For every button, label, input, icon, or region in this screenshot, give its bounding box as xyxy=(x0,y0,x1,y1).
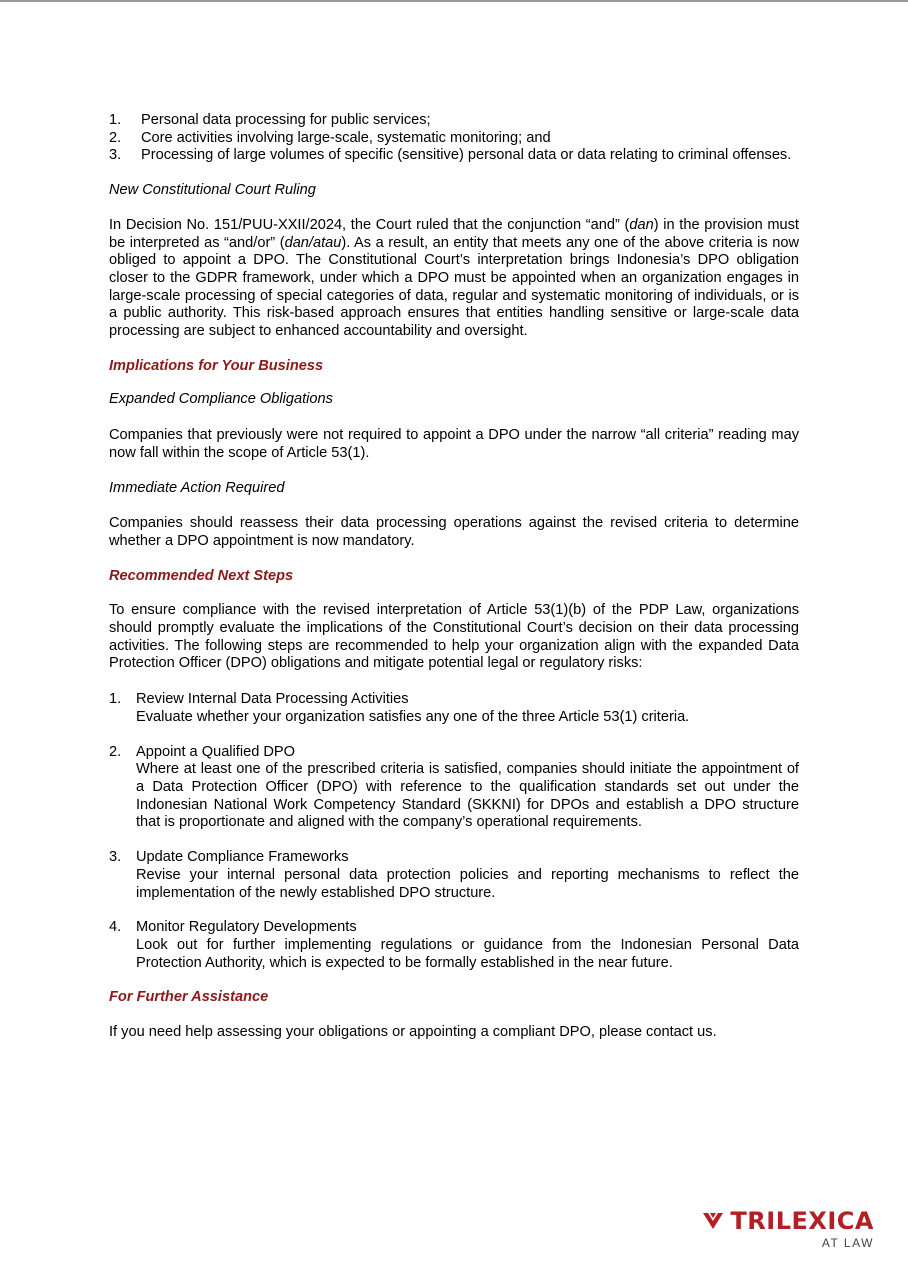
step-item xyxy=(109,691,799,726)
step-title: Update Compliance Frameworks xyxy=(136,849,349,866)
criteria-list xyxy=(109,112,799,165)
expanded-obligations-subheading: Expanded Compliance Obligations xyxy=(109,391,333,408)
step-title: Appoint a Qualified DPO xyxy=(136,743,295,760)
step-number: 4. xyxy=(109,919,122,936)
step-title: Monitor Regulatory Developments xyxy=(136,919,357,936)
expanded-obligations-paragraph: Companies that previously were not required to appoint a DPO under the narrow “all criteria” reading may now fall within the scope of Article 53(1). xyxy=(109,427,799,461)
list-text: Personal data processing for public services; xyxy=(141,112,431,128)
text-run: ). As a result, an entity that meets any one of the above criteria is now obliged to appoint a DPO. The Constitutional Court’s interpretation brings Indonesia’s DPO obligation closer to the GDPR framework, under which a DPO must be appointed when an organization engages in large-scale processing of special categories of data, regular and systematic monitoring of individuals, or is a public authority. This risk-based approach ensures that entities handling sensitive or large-scale data processing are subject to enhanced accountability and oversight. xyxy=(109,234,800,340)
assistance-paragraph: If you need help assessing your obligations or appointing a compliant DPO, please contact us. xyxy=(109,1024,717,1041)
list-number: 1. xyxy=(109,112,122,128)
logo-subtitle: AT LAW xyxy=(821,1236,874,1250)
trilexica-logo xyxy=(702,1208,874,1250)
next-steps-intro: To ensure compliance with the revised interpretation of Article 53(1)(b) of the PDP Law, organizations should promptly evaluate the implications of the Constitutional Court’s decision on their data processing activities. The following steps are recommended to help your organization align with the expanded Data Protection Officer (DPO) obligations and mitigate potential legal or regulatory risks: xyxy=(109,602,799,672)
step-number: 3. xyxy=(109,849,122,866)
italic-term: dan/atau xyxy=(284,234,342,251)
step-description: Evaluate whether your organization satisfies any one of the three Article 53(1) criteria. xyxy=(136,708,690,725)
step-item xyxy=(109,919,799,972)
list-item xyxy=(109,147,799,165)
immediate-action-paragraph: Companies should reassess their data processing operations against the revised criteria to determine whether a DPO appointment is now mandatory. xyxy=(109,515,799,549)
step-title: Review Internal Data Processing Activities xyxy=(136,691,409,708)
assistance-heading: For Further Assistance xyxy=(109,989,269,1006)
step-description: Look out for further implementing regulations or guidance from the Indonesian Personal Data Protection Authority, which is expected to be formally established in the near future. xyxy=(136,936,799,971)
top-rule xyxy=(0,0,908,2)
logo-wordmark: TRILEXICA xyxy=(730,1207,874,1235)
immediate-action-subheading: Immediate Action Required xyxy=(109,479,285,496)
step-description: Revise your internal personal data protection policies and reporting mechanisms to reflect the implementation of the newly established DPO structure. xyxy=(136,866,799,901)
step-item xyxy=(109,849,799,902)
list-number: 2. xyxy=(109,129,122,146)
step-number: 2. xyxy=(109,743,122,760)
list-text: Core activities involving large-scale, systematic monitoring; and xyxy=(141,129,551,146)
text-run: ) in the provision must be interpreted as “and/or” ( xyxy=(109,216,799,251)
implications-heading: Implications for Your Business xyxy=(109,357,324,374)
list-item xyxy=(109,112,799,130)
ruling-subheading: New Constitutional Court Ruling xyxy=(109,182,316,199)
italic-term: dan xyxy=(629,216,654,233)
text-run: In Decision No. 151/PUU-XXII/2024, the Court ruled that the conjunction “and” ( xyxy=(109,216,630,233)
step-item xyxy=(109,744,799,833)
list-item xyxy=(109,130,799,148)
step-number: 1. xyxy=(109,691,122,708)
document-body xyxy=(109,112,799,1042)
chevron-v-icon xyxy=(702,1210,724,1232)
step-description: Where at least one of the prescribed criteria is satisfied, companies should initiate the appointment of a Data Protection Officer (DPO) with reference to the qualification standards set out under the Indonesian National Work Competency Standard (SKKNI) for DPOs and establish a DPO structure that is proportionate and aligned with the company’s operational requirements. xyxy=(136,761,799,831)
ruling-paragraph xyxy=(109,217,799,341)
logo-row xyxy=(702,1208,874,1234)
list-text: Processing of large volumes of specific (sensitive) personal data or data relating to criminal offenses. xyxy=(141,147,792,164)
next-steps-heading: Recommended Next Steps xyxy=(109,567,294,584)
list-number: 3. xyxy=(109,147,122,164)
